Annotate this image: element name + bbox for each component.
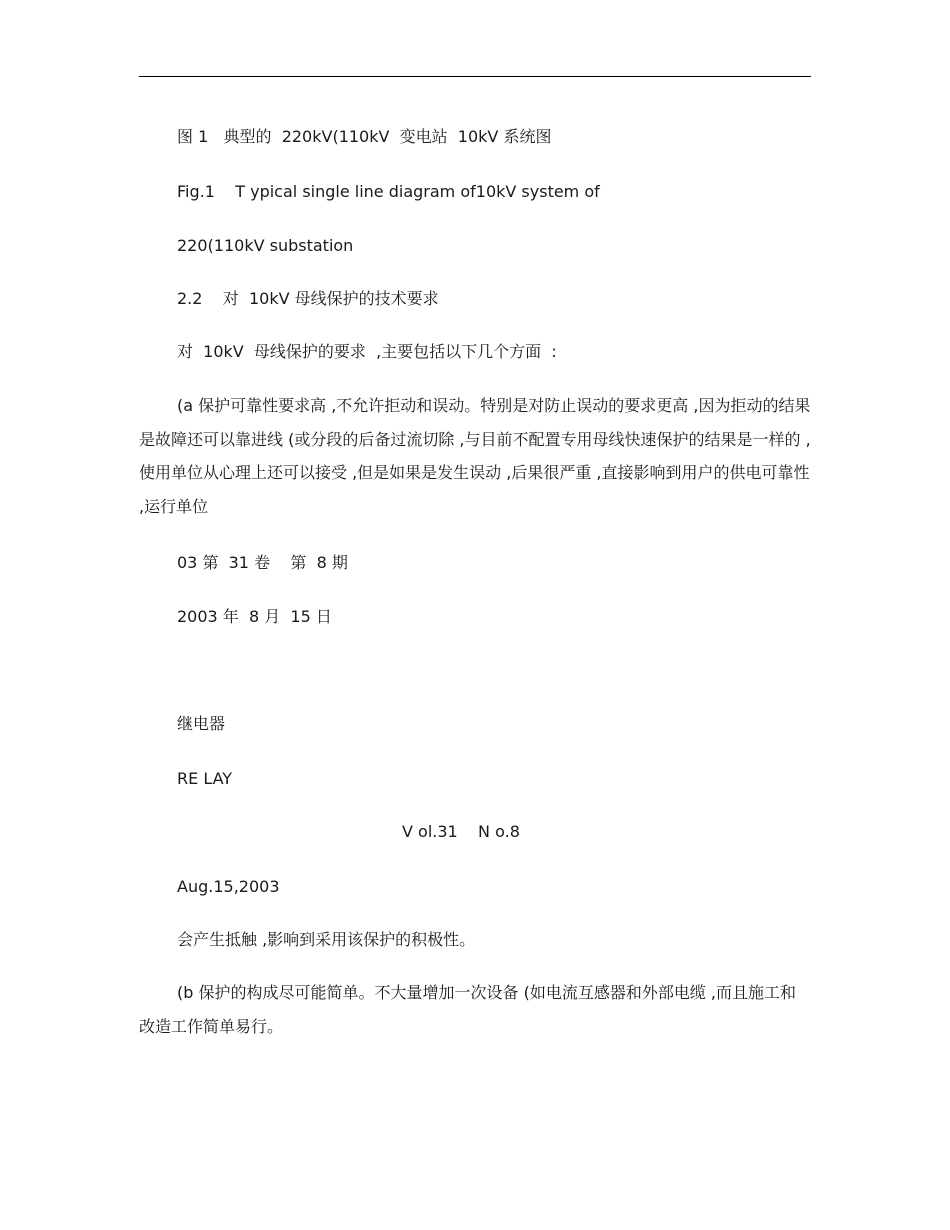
figure-caption-en-line1: Fig.1 T ypical single line diagram of10kV system of — [177, 182, 600, 201]
header-rule — [139, 76, 811, 77]
volume-number: V ol.31 N o.8 — [402, 822, 520, 841]
paragraph-a-continued: 会产生抵触 ,影响到采用该保护的积极性。 — [177, 930, 476, 949]
section-heading: 2.2 对 10kV 母线保护的技术要求 — [177, 289, 439, 308]
paragraph-a: (a 保护可靠性要求高 ,不允许拒动和误动。特别是对防止误动的要求更高 ,因为拒动的结果是故障还可以靠进线 (或分段的后备过流切除 ,与目前不配置专用母线快速保护的结果是一样的 ,使用单位从心理上还可以接受 ,但是如果是发生误动 ,后果很严重 ,直接影响到用户的供电可靠性 ,运行单位 — [139, 396, 811, 516]
journal-date: 2003 年 8 月 15 日 — [177, 607, 332, 626]
journal-name-cn: 继电器 — [177, 714, 226, 733]
intro-text: 对 10kV 母线保护的要求 ,主要包括以下几个方面 : — [177, 342, 557, 361]
date-en: Aug.15,2003 — [177, 877, 280, 896]
paragraph-b: (b 保护的构成尽可能简单。不大量增加一次设备 (如电流互感器和外部电缆 ,而且施工和改造工作简单易行。 — [139, 983, 796, 1036]
figure-caption-en-line2: 220(110kV substation — [177, 236, 354, 255]
figure-caption-cn: 图 1 典型的 220kV(110kV 变电站 10kV 系统图 — [177, 127, 552, 146]
journal-name-en: RE LAY — [177, 769, 233, 788]
journal-issue: 03 第 31 卷 第 8 期 — [177, 553, 348, 572]
